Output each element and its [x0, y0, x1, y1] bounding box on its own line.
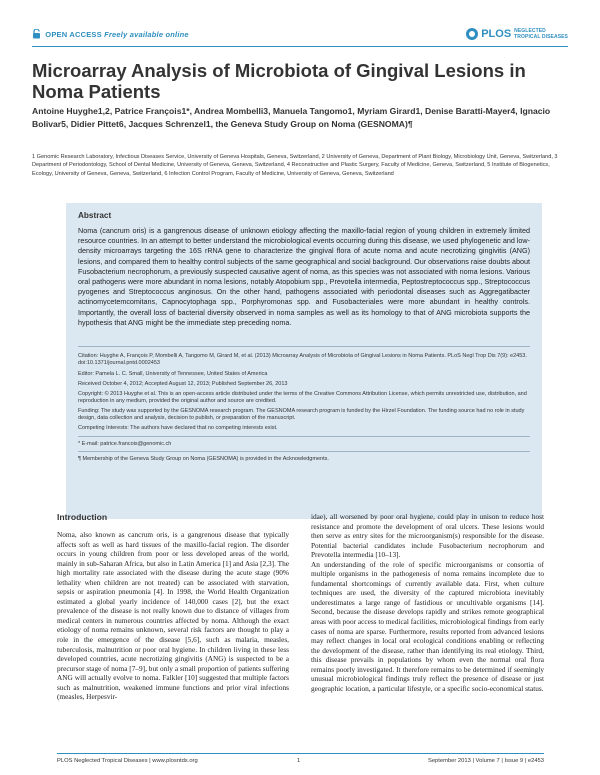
dates: Received October 4, 2012; Accepted August 12, 2013; Published September 26, 2013 [78, 381, 288, 387]
footer-issue: September 2013 | Volume 7 | Issue 9 | e2453 [427, 758, 544, 764]
abstract-divider [78, 346, 530, 347]
meta-divider-2 [78, 451, 530, 452]
introduction-right-column: idae), all worsened by poor oral hygiene, could play in unison to reduce host resistance and promote the development of oral ulcers. These lesions would then serve as entry sites for the microorganism(s) responsible for the disease. Potential bacterial candidates include Fusobacterium necrophorum and Prevotella intermedia [10–13]. An understanding of the role of specific microorganisms or consortia of multiple organisms in the pathogenesis of noma remains incomplete due to fundamental shortcomings of currently available data. First, when culture techniques are used, the diversity of the captured microbiota inevitably underestimates a large range of fastidious or uncultivable organisms [14]. Second, because the disease develops rapidly and strikes remote geographical areas with poor access to medical facilities, microbiological findings from early cases of noma are sparse. Furthermore, results reported from advanced lesions may reflect changes in local oral ecological conditions enabling or reflecting the development of the disease, rather than identifying its real etiology. Third, this disease prevails in populations by whom even the normal oral flora remains poorly investigated. It therefore remains to be determined if seemingly unusual microbiological findings truly reflect the presence of disease or just geographic location, a particular lifestyle, or a specific socio-economical status. [311, 512, 544, 693]
open-access-badge [32, 29, 189, 39]
abstract-text: Noma (cancrum oris) is a gangrenous disease of unknown etiology affecting the maxillo-facial region of young children in extremely limited resource countries. In an attempt to better understand the microbiological events occurring during this disease, we used phylogenetic and low-density microarrays targeting the 16S rRNA gene to characterize the gingival flora of acute noma and acute necrotizing gingivitis (ANG) lesions, and compared them to healthy control subjects of the same geographical and social background. Our observations raise doubts about Fusobacterium necrophorum, a previously suspected causative agent of noma, as this species was not associated with noma lesions. Various oral pathogens were more abundant in noma lesions, notably Atopobium spp., Prevotella intermedia, Peptostreptococcus spp., Streptococcus pyogenes and Streptococcus anginosus. On the other hand, pathogens associated with periodontal diseases such as Aggregatibacter actinomycetemcomitans, Capnocytophaga spp., Porphyromonas spp. and Fusobacteriales were more abundant in healthy controls. Importantly, the overall loss of bacterial diversity observed in noma samples as well as its homology to that of ANG microbiota supports the hypothesis that ANG might be the immediate step preceding noma. [78, 226, 530, 327]
editor: Editor: Pamela L. C. Small, University of Tennessee, United States of America [78, 371, 268, 377]
footer-journal: PLOS Neglected Tropical Diseases | www.plosntds.org [57, 758, 198, 764]
journal-name-line2: TROPICAL DISEASES [514, 34, 568, 40]
email: * E-mail: patrice.francois@genomic.ch [78, 441, 172, 447]
affiliations: 1 Genomic Research Laboratory, Infectious Diseases Service, University of Geneva Hospitals, Geneva, Switzerland, 2 University of Geneva, Department of Plant Biology, Microbiology Unit, Geneva, Switzerland, 3 Department of Periodontology, School of Dental Medicine, University of Geneva, Geneva, Switzerland, 4 Reconstructive and Plastic Surgery, Faculty of Medicine, Geneva, Switzerland, 5 Institute of Biogenetics, Ecology, University of Geneva, Geneva, Switzerland, 6 Infection Control Program, Faculty of Medicine, University of Geneva, Geneva, Switzerland [32, 154, 558, 177]
abstract-box [66, 203, 542, 519]
article-title: Microarray Analysis of Microbiota of Gingival Lesions in Noma Patients [32, 60, 526, 102]
freely-available-label: Freely available online [104, 30, 189, 39]
page-number: 1 [297, 758, 301, 764]
introduction-left-column: Noma, also known as cancrum oris, is a gangrenous disease that typically affects soft as well as hard tissues of the maxillo-facial region. The disorder occurs in young children from poor or less developed areas of the world, mainly in sub-Saharan Africa, but also in Latin America [1] and Asia [2,3]. The high mortality rate associated with the disease during the acute stage (90% lethality when children are not treated) can be associated with starvation, sepsis or aspiration pneumonia [4]. In 1998, the World Health Organization estimated a global yearly incidence of 140,000 cases [2], but the exact prevalence of the disease is not really known due to distance of villages from medical centers in numerous countries affected by noma. Although the exact etiology of noma remains unknown, several risk factors are thought to play a role in the emergence of the disease [5,6], such as malaria, measles, tuberculosis, malnutrition or poor oral hygiene. In children living in these less developed countries, acute necrotizing gingivitis (ANG) is suspected to be a precursor stage of noma [7–9], but only a small proportion of patients suffering ANG will actually evolve to noma. Falkler [10] suggested that multiple factors such as malnutrition, weakened immune functions and prior viral infections (measles, Herpesvir- [57, 530, 289, 702]
author-list: Antoine Huyghe1,2, Patrice François1*, Andrea Mombelli3, Manuela Tangomo1, Myriam Girard1, Denise Baratti-Mayer4, Ignacio Bolivar5, Didier Pittet6, Jacques Schrenzel1, the Geneva Study Group on Noma (GESNOMA)¶ [32, 106, 551, 129]
competing-interests: Competing Interests: The authors have declared that no competing interests exist. [78, 425, 278, 431]
plos-logo-icon [466, 28, 478, 40]
access-label: ACCESS [69, 30, 102, 39]
header-divider [32, 46, 568, 47]
journal-header [32, 24, 568, 44]
citation: Citation: Huyghe A, François P, Mombelli A, Tangomo M, Girard M, et al. (2013) Microarray Analysis of Microbiota of Gingival Lesions in Noma Patients. PLoS Negl Trop Dis 7(9): e2453. doi:10.1371/journal.pntd.0002453 [78, 353, 527, 367]
journal-name [514, 28, 568, 40]
open-lock-icon [32, 29, 41, 39]
abstract-heading: Abstract [78, 211, 112, 220]
open-label: OPEN [45, 30, 68, 39]
plos-wordmark: PLOS [481, 28, 512, 40]
copyright: Copyright: © 2013 Huyghe et al. This is an open-access article distributed under the terms of the Creative Commons Attribution License, which permits unrestricted use, distribution, and reproduction in any medium, provided the original author and source are credited. [78, 391, 527, 405]
journal-name-line1: NEGLECTED [514, 28, 546, 34]
funding: Funding: The study was supported by the GESNOMA research program. The GESNOMA research program is funded by the Hirzel Foundation. The funding source had no role in study design, data collection and analysis, decision to publish, or preparation of the manuscript. [78, 408, 525, 422]
plos-logo [466, 24, 568, 44]
membership-note: ¶ Membership of the Geneva Study Group on Noma (GESNOMA) is provided in the Acknowledgments. [78, 456, 329, 462]
meta-divider [78, 436, 530, 437]
footer-divider [57, 753, 544, 754]
introduction-heading: Introduction [57, 512, 108, 522]
